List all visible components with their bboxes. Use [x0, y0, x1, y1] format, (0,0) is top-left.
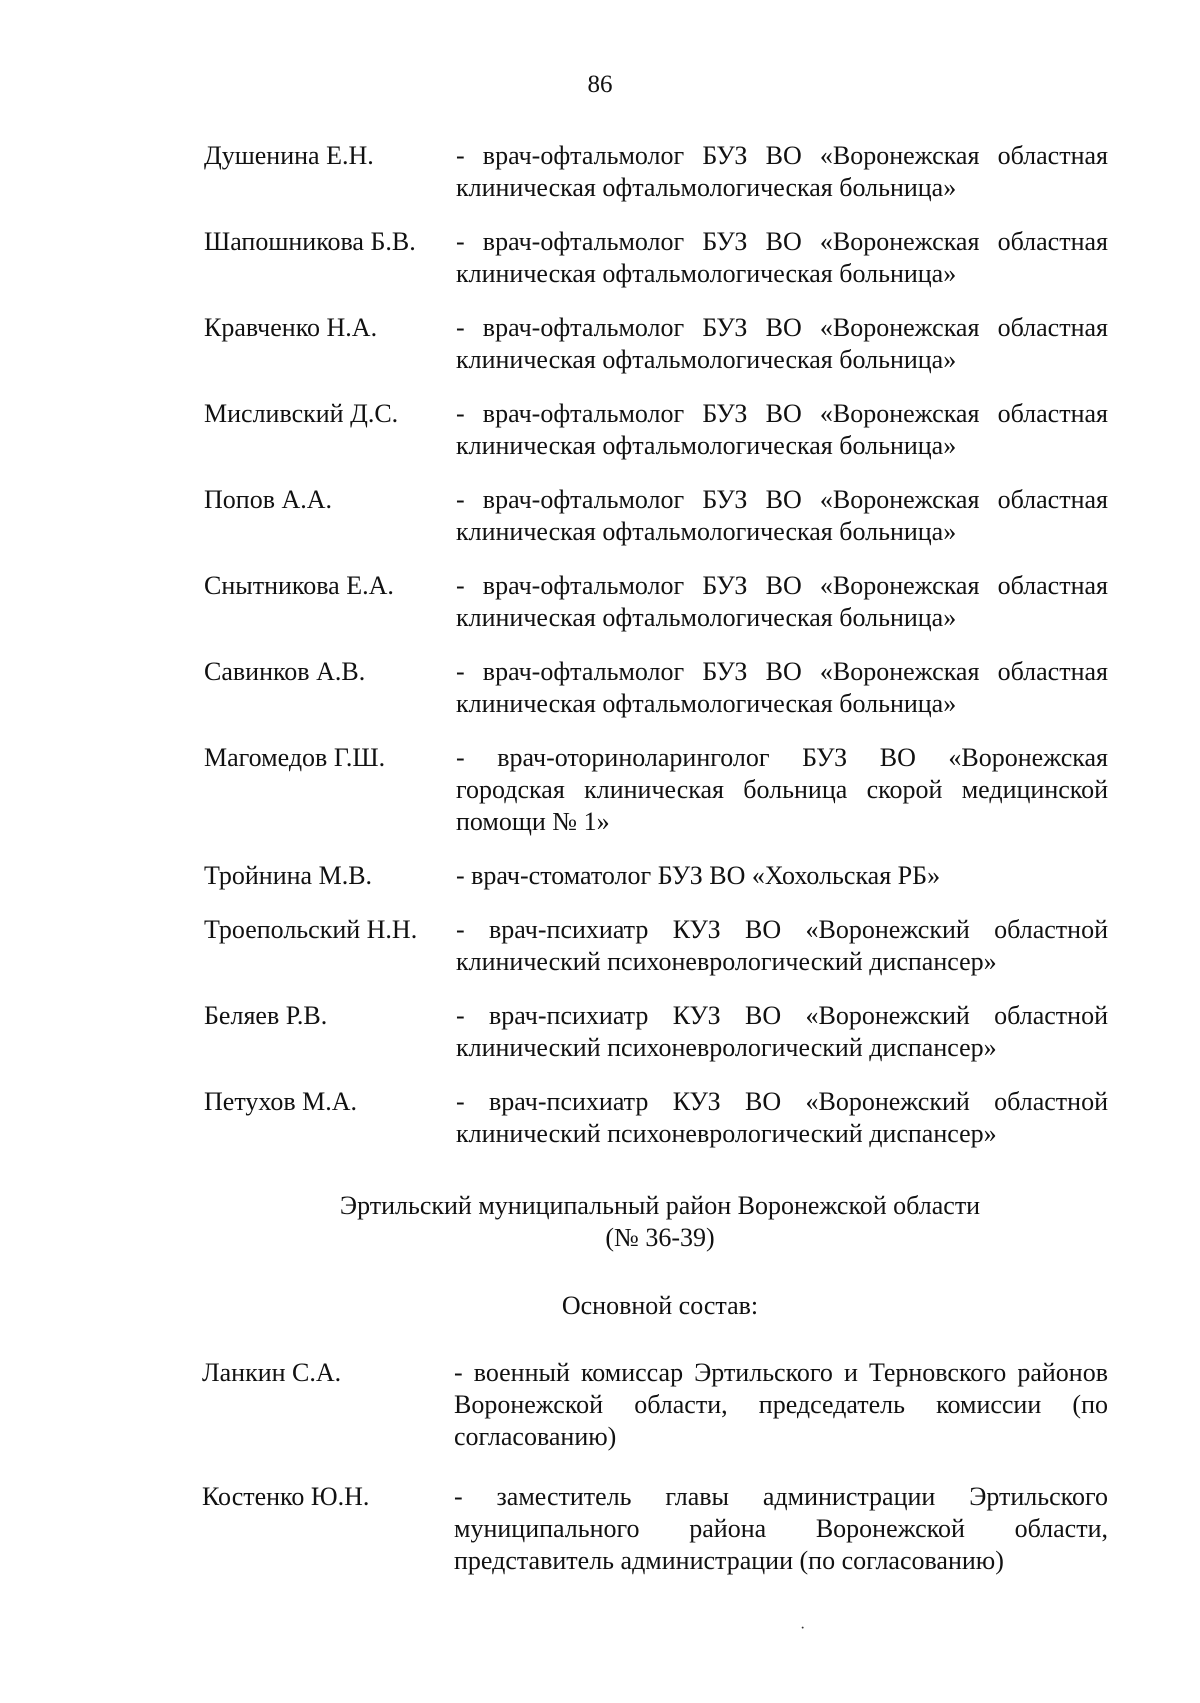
member-entry: [204, 226, 1108, 290]
member-name: Петухов М.А.: [204, 1087, 358, 1116]
member-name: Савинков А.В.: [204, 657, 366, 686]
member-entry: [204, 742, 1108, 838]
member-entry: [204, 398, 1108, 462]
member-position: - врач-офтальмолог БУЗ ВО «Воронежская областная клиническая офтальмологическая больница»: [456, 227, 1108, 288]
member-name: Душенина Е.Н.: [204, 141, 374, 170]
member-name: Тройнина М.В.: [204, 861, 373, 890]
subsection-title: Основной состав:: [561, 1291, 759, 1320]
member-position: - врач-офтальмолог БУЗ ВО «Воронежская областная клиническая офтальмологическая больница»: [456, 657, 1108, 718]
member-position: - врач-офтальмолог БУЗ ВО «Воронежская областная клиническая офтальмологическая больница»: [456, 141, 1108, 202]
member-name: Магомедов Г.Ш.: [204, 743, 386, 772]
member-entry: [204, 312, 1108, 376]
member-list: [204, 140, 1108, 1172]
member-position: - врач-офтальмолог БУЗ ВО «Воронежская областная клиническая офтальмологическая больница»: [456, 571, 1108, 632]
member-position: - врач-офтальмолог БУЗ ВО «Воронежская областная клиническая офтальмологическая больница»: [456, 313, 1108, 374]
member-entry: [204, 1086, 1108, 1150]
section-title: Эртильский муниципальный район Воронежской области: [339, 1191, 981, 1220]
member-entry: [202, 1357, 1108, 1453]
member-name: Ланкин С.А.: [202, 1358, 342, 1387]
member-name: Костенко Ю.Н.: [202, 1482, 370, 1511]
member-entry: [202, 1481, 1108, 1577]
member-entry: [204, 484, 1108, 548]
section-number: (№ 36-39): [605, 1223, 715, 1252]
member-position: - врач-психиатр КУЗ ВО «Воронежский областной клинический психоневрологический диспансер»: [456, 1087, 1108, 1148]
member-position: - врач-офтальмолог БУЗ ВО «Воронежская областная клиническая офтальмологическая больница»: [456, 485, 1108, 546]
member-entry: [204, 140, 1108, 204]
member-name: Снытникова Е.А.: [204, 571, 394, 600]
page-number: 86: [587, 71, 613, 98]
member-name: Троепольский Н.Н.: [204, 915, 418, 944]
member-name: Беляев Р.В.: [204, 1001, 328, 1030]
member-name: Кравченко Н.А.: [204, 313, 378, 342]
main-composition-list: [202, 1357, 1108, 1605]
member-entry: [204, 570, 1108, 634]
member-name: Мисливский Д.С.: [204, 399, 399, 428]
stray-mark-icon: ·: [800, 1620, 806, 1637]
member-position: - врач-психиатр КУЗ ВО «Воронежский областной клинический психоневрологический диспансер»: [456, 915, 1108, 976]
member-position: - врач-оториноларинголог БУЗ ВО «Воронежская городская клиническая больница скорой медицинской помощи № 1»: [456, 743, 1108, 836]
member-position: - военный комиссар Эртильского и Терновского районов Воронежской области, председатель комиссии (по согласованию): [454, 1358, 1108, 1451]
member-position: - врач-психиатр КУЗ ВО «Воронежский областной клинический психоневрологический диспансер»: [456, 1001, 1108, 1062]
member-entry: [204, 1000, 1108, 1064]
member-entry: [204, 914, 1108, 978]
member-name: Шапошникова Б.В.: [204, 227, 416, 256]
member-entry: [204, 656, 1108, 720]
member-position: - врач-офтальмолог БУЗ ВО «Воронежская областная клиническая офтальмологическая больница»: [456, 399, 1108, 460]
member-name: Попов А.А.: [204, 485, 333, 514]
member-entry: [204, 860, 1108, 892]
member-position: - врач-стоматолог БУЗ ВО «Хохольская РБ»: [456, 861, 941, 890]
member-position: - заместитель главы администрации Эртильского муниципального района Воронежской области, представитель администрации (по согласованию): [454, 1482, 1108, 1575]
